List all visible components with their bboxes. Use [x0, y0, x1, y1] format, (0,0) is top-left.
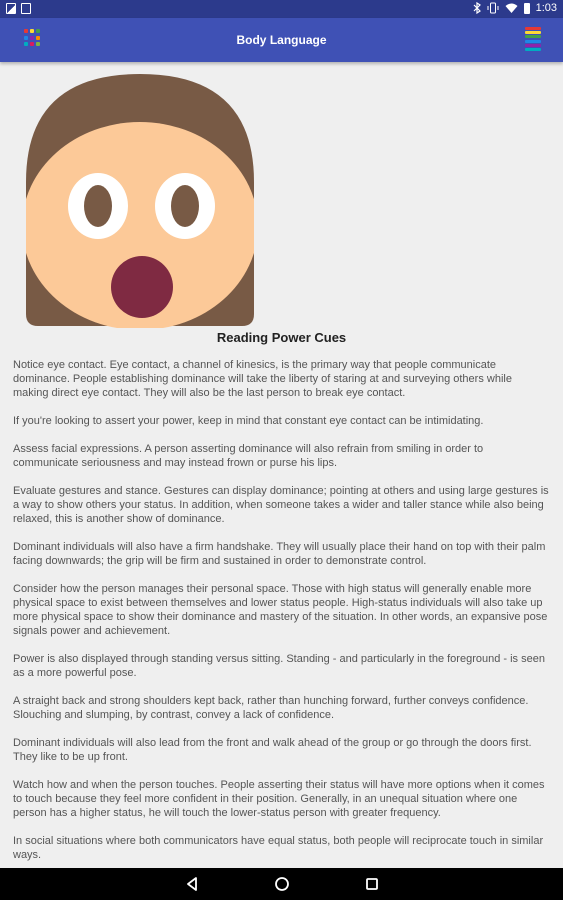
- article-title: Reading Power Cues: [216, 330, 347, 345]
- article-content[interactable]: [0, 62, 563, 868]
- image-icon: [6, 3, 16, 14]
- article-paragraph: Assess facial expressions. A person asserting dominance will also refrain from smiling in order to communicate seriousness and may instead frown or purse his lips.: [13, 443, 484, 469]
- menu-line: [525, 48, 541, 51]
- menu-line: [525, 35, 541, 38]
- article-paragraph: Dominant individuals will also have a firm handshake. They will usually place their hand on top with their palm facing downwards; the grip will be firm and sustained in order to demonstrate control.: [13, 541, 546, 567]
- menu-line: [525, 31, 541, 34]
- bluetooth-icon: [473, 2, 481, 14]
- document-icon: [21, 3, 31, 14]
- battery-icon: [524, 3, 530, 14]
- vibrate-icon: [487, 2, 499, 14]
- app-bar: [0, 18, 563, 62]
- surprised-face-icon: [26, 74, 254, 328]
- article-paragraph: If you're looking to assert your power, keep in mind that constant eye contact can be intimidating.: [13, 415, 484, 427]
- app-title: Body Language: [236, 33, 327, 47]
- article-paragraph: In social situations where both communicators have equal status, both people will reciprocate touch in similar ways.: [13, 835, 544, 861]
- back-icon[interactable]: [184, 876, 200, 892]
- status-bar: [0, 0, 563, 18]
- article-paragraph: Watch how and when the person touches. People asserting their status will have more options when it comes to touch because they feel more confident in their position. Generally, in an unequal situation where one person has a higher status, he will touch the lower-status person with greater frequency.: [13, 779, 545, 819]
- article-paragraph: Power is also displayed through standing versus sitting. Standing - and particularly in the foreground - is seen as a more powerful pose.: [13, 653, 545, 679]
- recents-icon[interactable]: [364, 876, 380, 892]
- article-paragraph: Consider how the person manages their personal space. Those with high status will generally enable more physical space to exist between themselves and lower status people. High-status individuals will also take up more physical space to show their dominance and mastery of the situation. In other words, an expansive pose signals power and achievement.: [13, 583, 548, 637]
- article-body: [13, 358, 549, 868]
- home-icon[interactable]: [274, 876, 290, 892]
- menu-line: [525, 44, 541, 47]
- status-time: 1:03: [535, 2, 557, 14]
- article-paragraph: Evaluate gestures and stance. Gestures can display dominance; pointing at others and using large gestures is a way to show others your status. In addition, when someone takes a wider and taller stance while also being relaxed, this is another show of dominance.: [13, 485, 549, 525]
- menu-line: [525, 40, 541, 43]
- navigation-bar: [0, 868, 563, 900]
- article-paragraph: A straight back and strong shoulders kept back, rather than hunching forward, further conveys confidence. Slouching and slumping, by contrast, convey a lack of confidence.: [13, 695, 529, 721]
- menu-icon[interactable]: [525, 27, 541, 51]
- menu-line: [525, 27, 541, 30]
- wifi-icon: [505, 2, 518, 14]
- article-paragraph: Notice eye contact. Eye contact, a channel of kinesics, is the primary way that people communicate dominance. People establishing dominance will take the liberty of staring at and surveying others while making direct eye contact. They will also be the last person to break eye contact.: [13, 359, 512, 399]
- article-paragraph: Dominant individuals will also lead from the front and walk ahead of the group or go through the doors first. They like to be up front.: [13, 737, 532, 763]
